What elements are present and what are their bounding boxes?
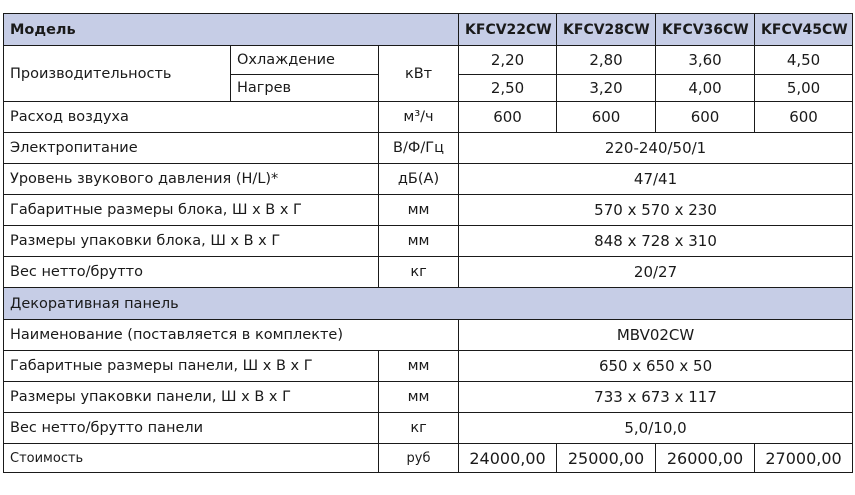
panel-weight-unit: кг bbox=[379, 413, 459, 444]
unit-dims-row bbox=[4, 195, 853, 226]
noise-value: 47/41 bbox=[459, 164, 853, 195]
cost-value-2: 25000,00 bbox=[557, 444, 656, 473]
model-header-3: KFCV36CW bbox=[656, 14, 755, 46]
unit-pack-row bbox=[4, 226, 853, 257]
cost-unit: руб bbox=[379, 444, 459, 473]
heating-value-4: 5,00 bbox=[755, 75, 853, 102]
panel-pack-label: Размеры упаковки панели, Ш х В х Г bbox=[4, 382, 379, 413]
unit-pack-unit: мм bbox=[379, 226, 459, 257]
unit-dims-unit: мм bbox=[379, 195, 459, 226]
weight-label: Вес нетто/брутто bbox=[4, 257, 379, 288]
noise-unit: дБ(А) bbox=[379, 164, 459, 195]
panel-section-label: Декоративная панель bbox=[4, 288, 853, 320]
unit-dims-label: Габаритные размеры блока, Ш х В х Г bbox=[4, 195, 379, 226]
unit-dims-value: 570 х 570 х 230 bbox=[459, 195, 853, 226]
cost-value-4: 27000,00 bbox=[755, 444, 853, 473]
heating-label: Нагрев bbox=[231, 75, 379, 102]
airflow-value-1: 600 bbox=[459, 102, 557, 133]
cost-value-3: 26000,00 bbox=[656, 444, 755, 473]
cooling-value-3: 3,60 bbox=[656, 46, 755, 75]
weight-row bbox=[4, 257, 853, 288]
panel-name-value: MBV02CW bbox=[459, 320, 853, 351]
panel-section-row bbox=[4, 288, 853, 320]
model-header-1: KFCV22CW bbox=[459, 14, 557, 46]
model-header-label: Модель bbox=[4, 14, 459, 46]
model-header-4: KFCV45CW bbox=[755, 14, 853, 46]
heating-value-2: 3,20 bbox=[557, 75, 656, 102]
weight-value: 20/27 bbox=[459, 257, 853, 288]
power-unit: В/Ф/Гц bbox=[379, 133, 459, 164]
airflow-unit: м³/ч bbox=[379, 102, 459, 133]
cost-row bbox=[4, 444, 853, 473]
airflow-value-4: 600 bbox=[755, 102, 853, 133]
model-header-2: KFCV28CW bbox=[557, 14, 656, 46]
power-row bbox=[4, 133, 853, 164]
cooling-value-2: 2,80 bbox=[557, 46, 656, 75]
airflow-value-3: 600 bbox=[656, 102, 755, 133]
cooling-value-4: 4,50 bbox=[755, 46, 853, 75]
panel-dims-value: 650 х 650 х 50 bbox=[459, 351, 853, 382]
power-label: Электропитание bbox=[4, 133, 379, 164]
weight-unit: кг bbox=[379, 257, 459, 288]
header-row bbox=[4, 14, 853, 46]
panel-pack-row bbox=[4, 382, 853, 413]
panel-dims-row bbox=[4, 351, 853, 382]
unit-pack-value: 848 х 728 х 310 bbox=[459, 226, 853, 257]
unit-pack-label: Размеры упаковки блока, Ш х В х Г bbox=[4, 226, 379, 257]
spec-table bbox=[3, 13, 853, 473]
noise-label: Уровень звукового давления (H/L)* bbox=[4, 164, 379, 195]
airflow-row bbox=[4, 102, 853, 133]
capacity-label: Производительность bbox=[4, 46, 231, 102]
heating-value-1: 2,50 bbox=[459, 75, 557, 102]
capacity-unit: кВт bbox=[379, 46, 459, 102]
panel-pack-value: 733 х 673 х 117 bbox=[459, 382, 853, 413]
panel-weight-value: 5,0/10,0 bbox=[459, 413, 853, 444]
panel-name-row bbox=[4, 320, 853, 351]
panel-pack-unit: мм bbox=[379, 382, 459, 413]
panel-dims-unit: мм bbox=[379, 351, 459, 382]
cost-value-1: 24000,00 bbox=[459, 444, 557, 473]
cooling-label: Охлаждение bbox=[231, 46, 379, 75]
noise-row bbox=[4, 164, 853, 195]
cooling-value-1: 2,20 bbox=[459, 46, 557, 75]
capacity-cooling-row bbox=[4, 46, 853, 75]
cost-label: Стоимость bbox=[4, 444, 379, 473]
heating-value-3: 4,00 bbox=[656, 75, 755, 102]
airflow-label: Расход воздуха bbox=[4, 102, 379, 133]
airflow-value-2: 600 bbox=[557, 102, 656, 133]
panel-dims-label: Габаритные размеры панели, Ш х В х Г bbox=[4, 351, 379, 382]
panel-weight-row bbox=[4, 413, 853, 444]
panel-name-label: Наименование (поставляется в комплекте) bbox=[4, 320, 459, 351]
panel-weight-label: Вес нетто/брутто панели bbox=[4, 413, 379, 444]
power-value: 220-240/50/1 bbox=[459, 133, 853, 164]
